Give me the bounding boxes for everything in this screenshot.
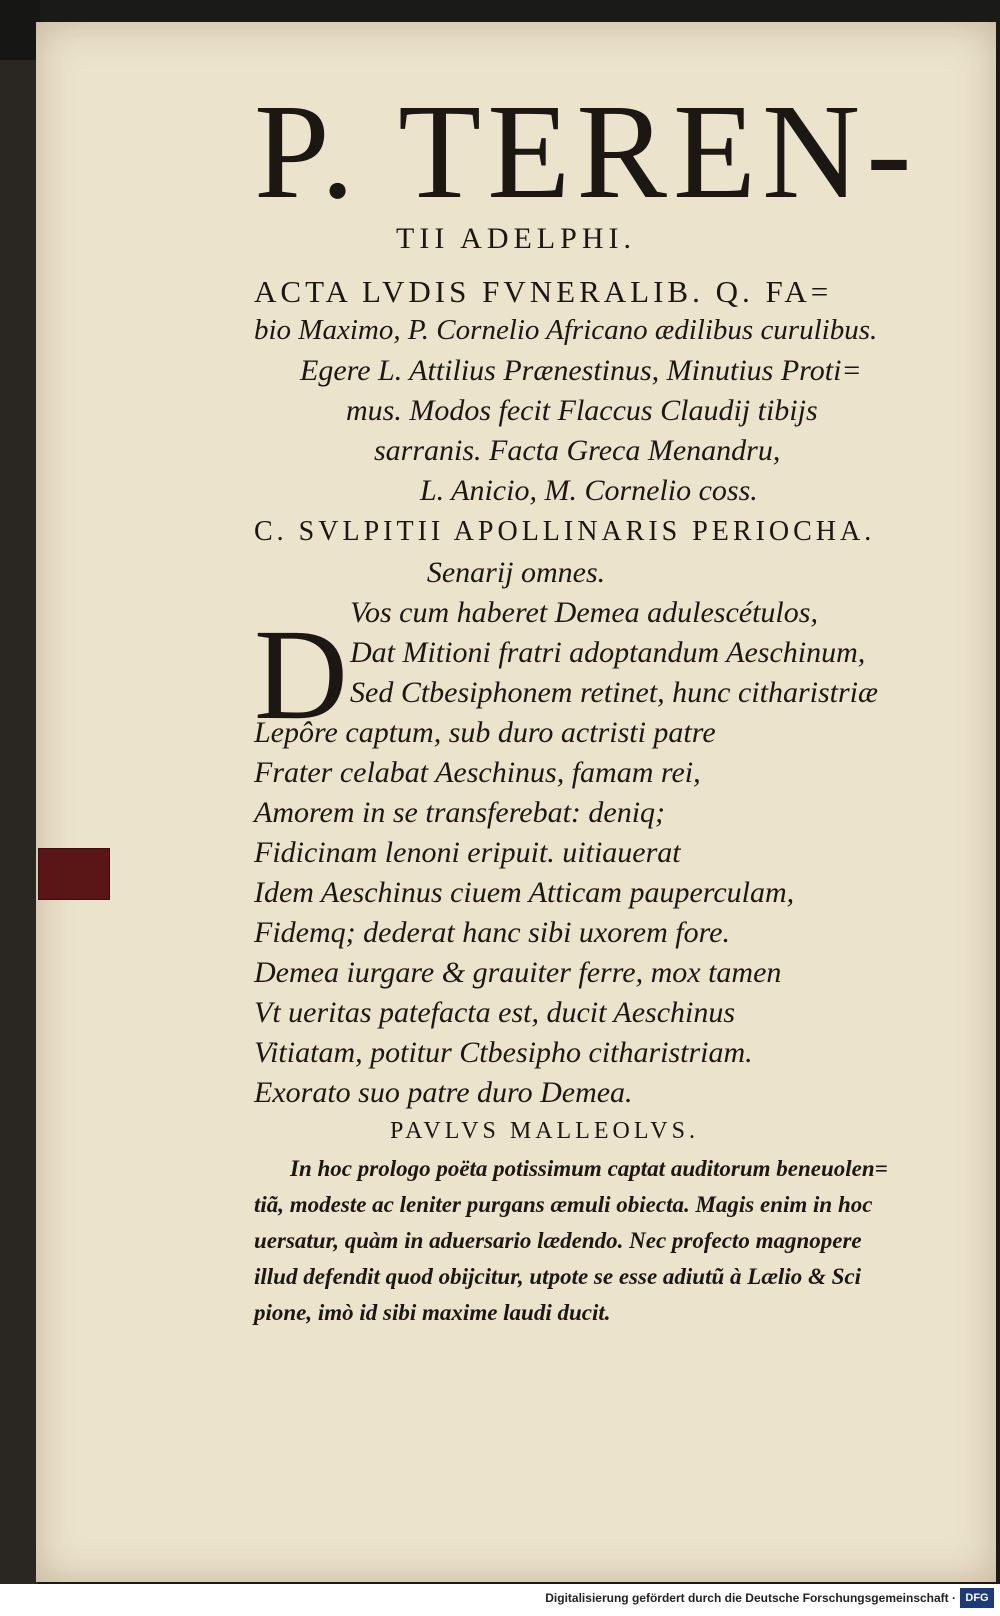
verse-line: Vos cum haberet Demea adulescétulos, — [350, 596, 818, 629]
commentary-line: In hoc prologo poëta potissimum captat auditorum beneuolen= — [290, 1156, 888, 1181]
bookmark-ribbon — [38, 848, 110, 900]
book-page — [36, 22, 996, 1582]
dfg-logo: DFG — [960, 1588, 994, 1608]
commentary-heading: PAVLVS MALLEOLVS. — [390, 1118, 699, 1144]
verse-line: Frater celabat Aeschinus, famam rei, — [254, 756, 701, 789]
page-title: P. TEREN- — [254, 77, 918, 227]
commentary-line: pione, imò id sibi maxime laudi ducit. — [254, 1300, 611, 1325]
drop-cap: D — [254, 603, 348, 747]
verse-line: Demea iurgare & grauiter ferre, mox tamen — [254, 956, 782, 989]
funding-credit: Digitalisierung gefördert durch die Deutsche Forschungsgemeinschaft · — [545, 1591, 956, 1605]
book-cover-edge — [0, 60, 38, 1600]
verse-line: Amorem in se transferebat: deniq; — [254, 796, 666, 829]
commentary-line: tiã, modeste ac leniter purgans æmuli obiecta. Magis enim in hoc — [254, 1192, 873, 1217]
verse-line: Fidemq; dederat hanc sibi uxorem fore. — [254, 916, 731, 949]
commentary-line: uersatur, quàm in aduersario lædendo. Nec profecto magnopere — [254, 1228, 862, 1253]
verse-line: Dat Mitioni fratri adoptandum Aeschinum, — [350, 636, 866, 669]
page-subtitle: TII ADELPHI. — [396, 222, 636, 255]
periocha-subheading: Senarij omnes. — [426, 556, 606, 589]
commentary-line: illud defendit quod obijcitur, utpote se esse adiutũ à Lælio & Sci — [254, 1264, 861, 1289]
verse-line: Sed Ctbesiphonem retinet, hunc citharistriæ — [350, 676, 879, 709]
verse-line: Fidicinam lenoni eripuit. uitiauerat — [254, 836, 681, 869]
footer-bar — [0, 1584, 1000, 1616]
acta-line: mus. Modos fecit Flaccus Claudij tibijs — [346, 394, 818, 427]
verse-line: Idem Aeschinus ciuem Atticam pauperculam, — [254, 876, 795, 909]
acta-line: Egere L. Attilius Prænestinus, Minutius Proti= — [300, 354, 862, 387]
verse-line: Lepôre captum, sub duro actristi patre — [254, 716, 716, 749]
acta-line: sarranis. Facta Greca Menandru, — [374, 434, 781, 467]
acta-line: L. Anicio, M. Cornelio coss. — [420, 474, 758, 507]
verse-line: Vitiatam, potitur Ctbesipho citharistriam. — [254, 1036, 753, 1069]
acta-line: bio Maximo, P. Cornelio Africano ædilibus curulibus. — [254, 314, 878, 346]
verse-line: Vt ueritas patefacta est, ducit Aeschinus — [254, 996, 736, 1029]
verse-line: Exorato suo patre duro Demea. — [254, 1076, 633, 1109]
acta-line: ACTA LVDIS FVNERALIB. Q. FA= — [254, 274, 833, 309]
periocha-heading: C. SVLPITII APOLLINARIS PERIOCHA. — [254, 516, 876, 547]
